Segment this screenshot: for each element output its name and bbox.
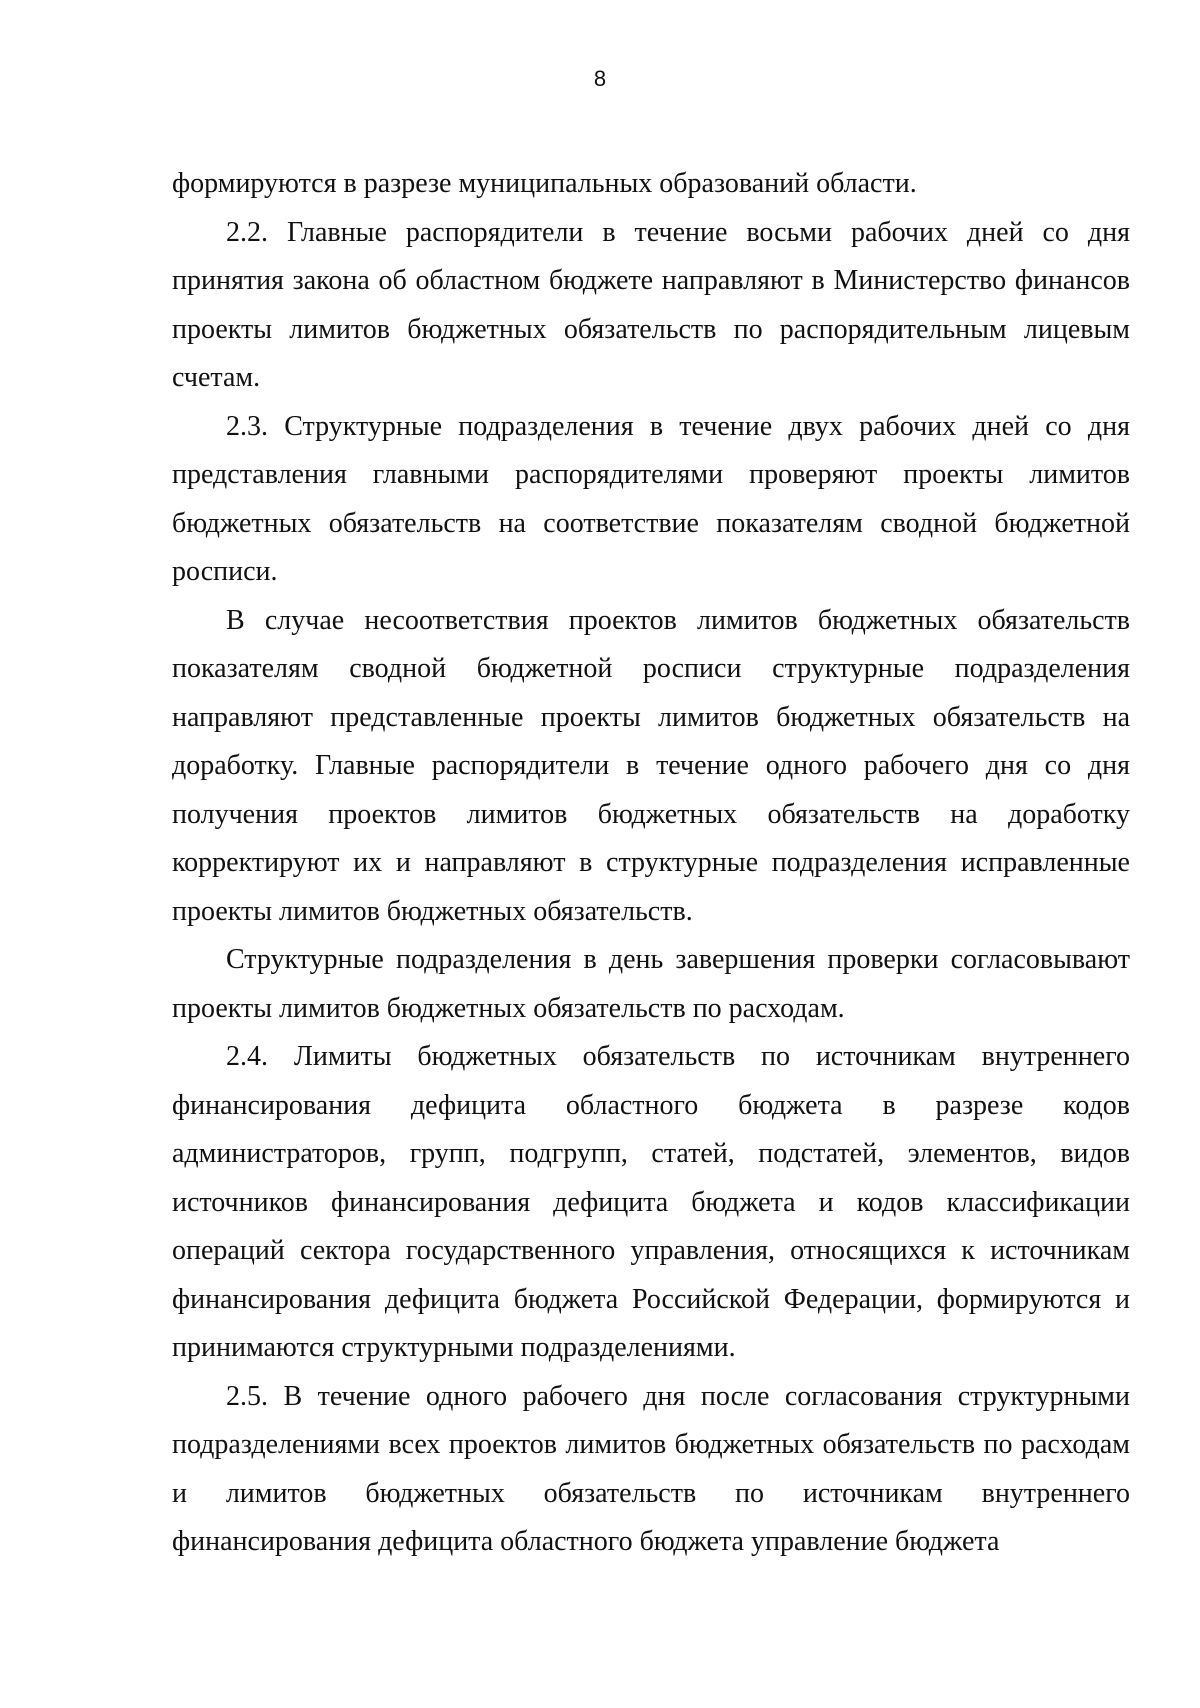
- page-number: 8: [593, 66, 607, 91]
- paragraph-continuation: формируются в разрезе муниципальных образований области.: [172, 168, 917, 199]
- paragraph-approval: Структурные подразделения в день завершения проверки согласовывают проекты лимитов бюджетных обязательств по расходам.: [172, 944, 1130, 1024]
- paragraph-2-4: 2.4. Лимиты бюджетных обязательств по источникам внутреннего финансирования дефицита областного бюджета в разрезе кодов администраторов, групп, подгрупп, статей, подстатей, элементов, видов источников финансирования дефицита бюджета и кодов классификации операций сектора государственного управления, относящихся к источникам финансирования дефицита бюджета Российской Федерации, формируются и принимаются структурными подразделениями.: [172, 1041, 1130, 1363]
- paragraph-2-2: 2.2. Главные распорядители в течение восьми рабочих дней со дня принятия закона об областном бюджете направляют в Министерство финансов проекты лимитов бюджетных обязательств по распорядительным лицевым счетам.: [172, 216, 1130, 393]
- document-body: [172, 160, 1130, 1567]
- paragraph-mismatch: В случае несоответствия проектов лимитов бюджетных обязательств показателям сводной бюджетной росписи структурные подразделения направляют представленные проекты лимитов бюджетных обязательств на доработку. Главные распорядители в течение одного рабочего дня со дня получения проектов лимитов бюджетных обязательств на доработку корректируют их и направляют в структурные подразделения исправленные проекты лимитов бюджетных обязательств.: [172, 604, 1130, 927]
- paragraph-2-5: 2.5. В течение одного рабочего дня после согласования структурными подразделениями всех проектов лимитов бюджетных обязательств по расходам и лимитов бюджетных обязательств по источникам внутреннего финансирования дефицита областного бюджета управление бюджета: [172, 1380, 1130, 1557]
- paragraph-2-3: 2.3. Структурные подразделения в течение двух рабочих дней со дня представления главными распорядителями проверяют проекты лимитов бюджетных обязательств на соответствие показателям сводной бюджетной росписи.: [172, 410, 1130, 587]
